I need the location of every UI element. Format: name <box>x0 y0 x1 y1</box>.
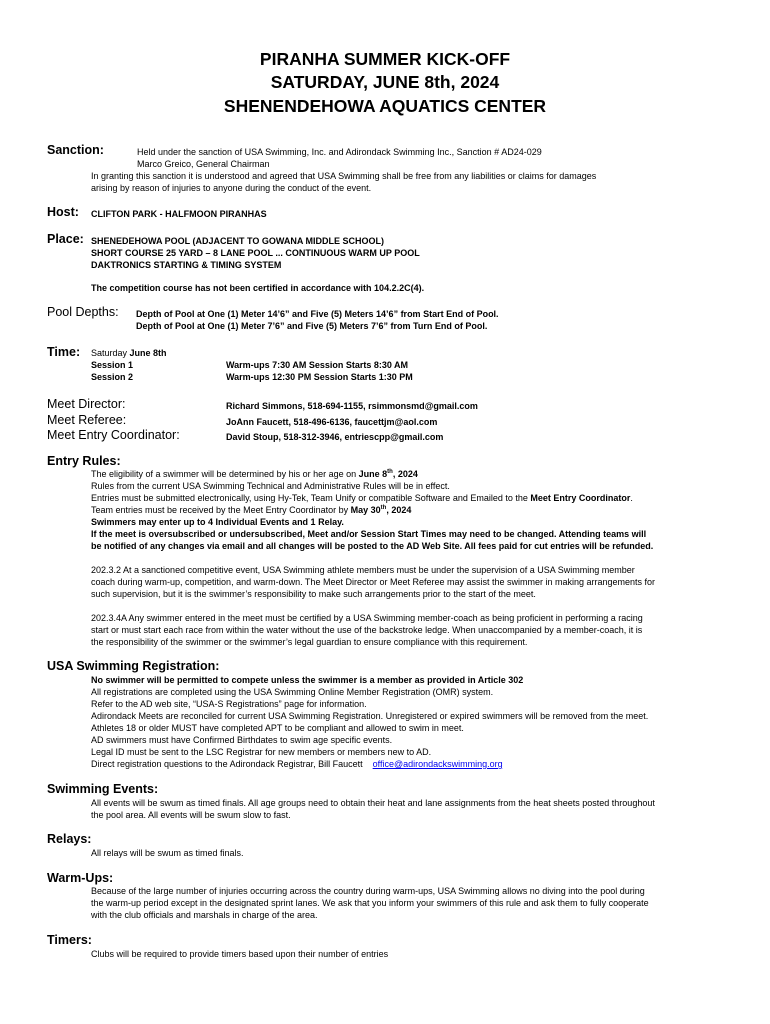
rule-202-3-4a-line-1: 202.3.4A Any swimmer entered in the meet must be certified by a USA Swimming member-coach as being proficient in performing a racing <box>91 613 643 623</box>
place-label: Place: <box>47 232 84 246</box>
host-label: Host: <box>47 205 79 219</box>
entry-rule-technical: Rules from the current USA Swimming Technical and Administrative Rules will be in effect. <box>91 481 450 491</box>
title-line-2: SATURDAY, JUNE 8th, 2024 <box>270 72 500 92</box>
place-line-2: SHORT COURSE 25 YARD – 8 LANE POOL ... CONTINUOUS WARM UP POOL <box>91 248 420 258</box>
registration-line-2: All registrations are completed using the USA Swimming Online Member Registration (OMR) system. <box>91 687 494 697</box>
relays-heading: Relays: <box>47 832 92 846</box>
entry-rule-eligibility: The eligibility of a swimmer will be determined by his or her age on June 8th, 2024 <box>91 469 418 479</box>
meet-entry-coordinator-value: David Stoup, 518-312-3946, entriescpp@gmail.com <box>226 432 444 442</box>
session-2-label: Session 2 <box>91 372 134 382</box>
rule-202-3-4a-line-3: the responsibility of the swimmer or the swimmer’s legal guardian to ensure compliance with this requirement. <box>91 637 528 647</box>
entry-rule-limit: Swimmers may enter up to 4 Individual Events and 1 Relay. <box>91 517 344 527</box>
host-value: CLIFTON PARK - HALFMOON PIRANHAS <box>91 209 267 219</box>
sanction-line-1: Held under the sanction of USA Swimming, Inc. and Adirondack Swimming Inc., Sanction # AD24-029 <box>137 147 542 157</box>
place-line-3: DAKTRONICS STARTING & TIMING SYSTEM <box>91 260 282 270</box>
timers-line-1: Clubs will be required to provide timers based upon their number of entries <box>91 949 389 959</box>
swimming-events-heading: Swimming Events: <box>47 782 159 796</box>
warmups-heading: Warm-Ups: <box>47 871 114 885</box>
sanction-line-4: arising by reason of injuries to anyone during the conduct of the event. <box>91 183 372 193</box>
meet-entry-coordinator-label: Meet Entry Coordinator: <box>47 428 180 442</box>
registration-line-5: Athletes 18 or older MUST have completed APT to be compliant and allowed to swim in meet. <box>91 723 464 733</box>
meet-referee-value: JoAnn Faucett, 518-496-6136, faucettjm@aol.com <box>226 417 438 427</box>
pool-depth-turn: Depth of Pool at One (1) Meter 7’6” and Five (5) Meters 7’6” from Turn End of Pool. <box>136 321 488 331</box>
entry-rule-oversubscribed-1: If the meet is oversubscribed or undersubscribed, Meet and/or Session Start Times may need to be changed. Attending teams will <box>91 529 647 539</box>
relays-line-1: All relays will be swum as timed finals. <box>91 848 244 858</box>
entry-rule-oversubscribed-2: be notified of any changes via email and all changes will be posted to the AD Web Site. All fees paid for cut entries will be refunded. <box>91 541 654 551</box>
registrar-email-link[interactable]: office@adirondackswimming.org <box>372 759 503 769</box>
registration-line-7: Legal ID must be sent to the LSC Registrar for new members or members new to AD. <box>91 747 432 757</box>
entry-rule-deadline: Team entries must be received by the Meet Entry Coordinator by May 30th, 2024 <box>91 505 412 515</box>
registration-line-8: Direct registration questions to the Adirondack Registrar, Bill Faucett office@adirondackswimming.org <box>91 759 503 769</box>
meet-director-value: Richard Simmons, 518-694-1155, rsimmonsmd@gmail.com <box>226 401 478 411</box>
meet-referee-label: Meet Referee: <box>47 413 127 427</box>
pool-depth-start: Depth of Pool at One (1) Meter 14’6” and Five (5) Meters 14’6” from Start End of Pool. <box>136 309 499 319</box>
pool-depths-label: Pool Depths: <box>47 305 119 319</box>
sanction-line-3: In granting this sanction it is understood and agreed that USA Swimming shall be free from any liabilities or claims for damages <box>91 171 597 181</box>
swimming-events-line-1: All events will be swum as timed finals. All age groups need to obtain their heat and lane assignments from the heat sheets posted throughout <box>91 798 655 808</box>
time-label: Time: <box>47 345 81 359</box>
title-line-3: SHENENDEHOWA AQUATICS CENTER <box>223 96 547 116</box>
sanction-line-2: Marco Greico, General Chairman <box>137 159 270 169</box>
rule-202-3-2-line-1: 202.3.2 At a sanctioned competitive event, USA Swimming athlete members must be under the supervision of a USA Swimming member <box>91 565 635 575</box>
session-2-times: Warm-ups 12:30 PM Session Starts 1:30 PM <box>226 372 413 382</box>
warmups-line-2: the warm-up period except in the designated sprint lanes. We ask that you inform your swimmers of this rule and ask them to fully cooperate <box>91 898 649 908</box>
registration-line-6: AD swimmers must have Confirmed Birthdates to swim age specific events. <box>91 735 393 745</box>
session-1-label: Session 1 <box>91 360 134 370</box>
rule-202-3-4a-line-2: start or must start each race from within the water without the use of the backstroke ledge. When unaccompanied by a member-coach, it is <box>91 625 643 635</box>
course-certification-note: The competition course has not been certified in accordance with 104.2.2C(4). <box>91 283 425 293</box>
rule-202-3-2-line-2: coach during warm-up, competition, and warm-down. The Meet Director or Meet Referee may assist the swimmer in making arrangements for <box>91 577 656 587</box>
warmups-line-3: with the club officials and marshals in charge of the area. <box>91 910 318 920</box>
swimming-events-line-2: the pool area. All events will be swum slow to fast. <box>91 810 291 820</box>
entry-rule-submission: Entries must be submitted electronically, using Hy-Tek, Team Unify or compatible Software and Emailed to the Meet Entry Coordinator. <box>91 493 633 503</box>
registration-heading: USA Swimming Registration: <box>47 659 220 673</box>
meet-director-label: Meet Director: <box>47 397 126 411</box>
timers-heading: Timers: <box>47 933 92 947</box>
title-line-1: PIRANHA SUMMER KICK-OFF <box>259 49 511 69</box>
entry-rules-heading: Entry Rules: <box>47 454 121 468</box>
warmups-line-1: Because of the large number of injuries occurring across the country during warm-ups, USA Swimming allows no diving into the pool during <box>91 886 645 896</box>
meet-day: Saturday June 8th <box>91 348 167 358</box>
registration-line-1: No swimmer will be permitted to compete unless the swimmer is a member as provided in Article 302 <box>91 675 524 685</box>
registration-line-3: Refer to the AD web site, “USA-S Registrations” page for information. <box>91 699 367 709</box>
session-1-times: Warm-ups 7:30 AM Session Starts 8:30 AM <box>226 360 409 370</box>
rule-202-3-2-line-3: such supervision, but it is the swimmer’s responsibility to make such arrangements prior to the start of the meet. <box>91 589 536 599</box>
sanction-label: Sanction: <box>47 143 104 157</box>
place-line-1: SHENEDEHOWA POOL (ADJACENT TO GOWANA MIDDLE SCHOOL) <box>91 236 385 246</box>
registration-line-4: Adirondack Meets are reconciled for current USA Swimming Registration. Unregistered or expired swimmers will be removed from the meet. <box>91 711 649 721</box>
